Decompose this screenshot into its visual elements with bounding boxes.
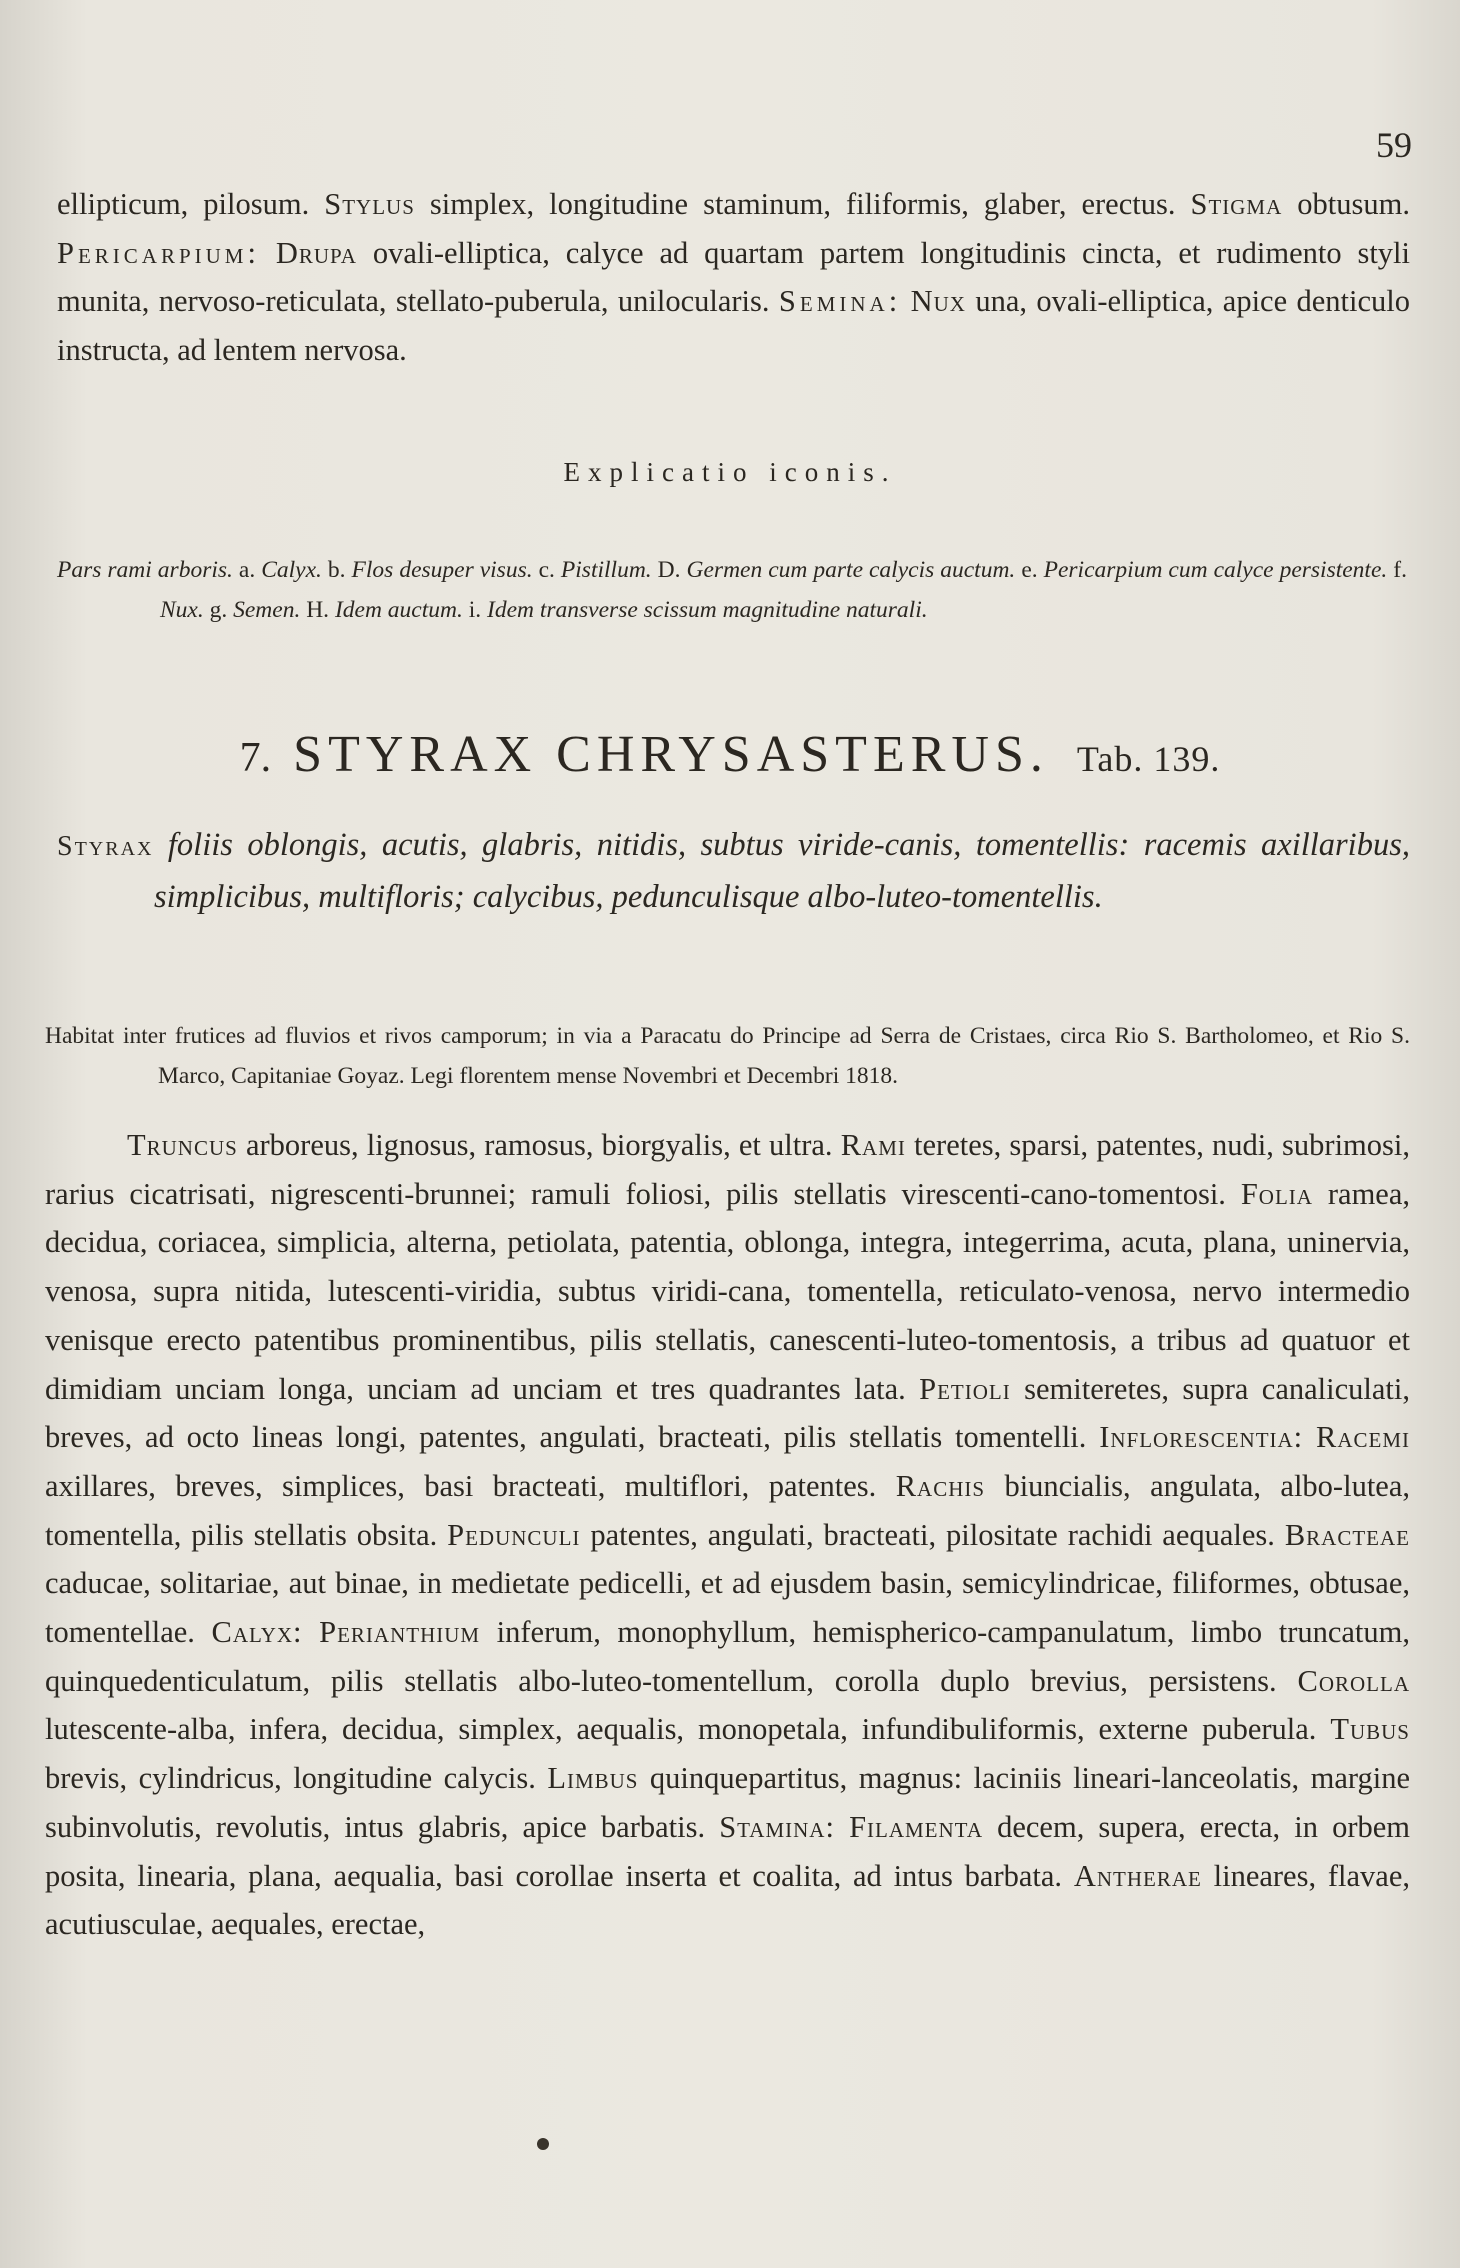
figure-letter: i. bbox=[468, 597, 482, 623]
description-text bbox=[835, 1810, 849, 1844]
explanation-text: Nux. bbox=[160, 597, 210, 623]
description-text: brevis, cylindricus, longitudine calycis. bbox=[45, 1761, 548, 1796]
lead-paragraph bbox=[57, 180, 1410, 374]
species-name: STYRAX CHRYSASTERUS. bbox=[293, 726, 1049, 783]
figure-letter: a. bbox=[238, 557, 256, 583]
lead-text: obtusum. bbox=[1282, 187, 1410, 221]
description-text: arboreus, lignosus, ramosus, biorgyalis, et ultra. bbox=[237, 1128, 841, 1162]
figure-letter: g. bbox=[209, 597, 228, 623]
term-drupa: Drupa bbox=[275, 235, 357, 270]
description-text: semiteretes, supra canaliculati, breves, ad octo lineas longi, patentes, angulati, bracteati, pilis stellatis tomentelli. bbox=[45, 1371, 1410, 1455]
term-rachis: Rachis bbox=[895, 1468, 986, 1503]
term-folia: Folia bbox=[1240, 1176, 1313, 1211]
explanation-text: Calyx. bbox=[255, 557, 328, 583]
description-text: quinquepartitus, magnus: laciniis lineari-lanceolatis, margine subinvolutis, revolutis, intus glabris, apice barbatis. bbox=[45, 1761, 1410, 1844]
term-stylus: Stylus bbox=[324, 187, 415, 221]
figure-letter: c. bbox=[538, 557, 555, 583]
figure-explanation bbox=[57, 550, 1407, 630]
diagnosis-text: foliis oblongis, acutis, glabris, nitidis, subtus viride-canis, tomentellis: racemis axillaribus, simplicibus, multifloris; calycibus, pedunculisque albo-luteo-tomentellis. bbox=[153, 827, 1410, 915]
description-text: lineares, flavae, acutiusculae, aequales, erectae, bbox=[45, 1858, 1410, 1942]
term-pedunculi: Pedunculi bbox=[447, 1517, 581, 1552]
lead-text: ovali-elliptica, calyce ad quartam partem longitudinis cincta, et rudimento styli munita, nervoso-reticulata, stellato-puberula, unilocularis. bbox=[57, 235, 1411, 318]
explanation-text: Pericarpium cum calyce persistente. bbox=[1037, 557, 1394, 583]
description-text: patentes, angulati, bracteati, pilositate rachidi aequales. bbox=[580, 1517, 1285, 1552]
term-bracteae: Bracteae bbox=[1284, 1517, 1410, 1552]
term-semina: Semina: bbox=[778, 284, 902, 318]
term-rami: Rami bbox=[840, 1128, 906, 1162]
plate-reference: Tab. 139. bbox=[1076, 739, 1221, 779]
figure-letter: D. bbox=[657, 557, 681, 583]
ink-blot bbox=[537, 2138, 549, 2150]
description-text: axillares, breves, simplices, basi bracteati, multiflori, patentes. bbox=[45, 1468, 896, 1503]
page-number: 59 bbox=[1376, 125, 1412, 165]
term-pericarpium: Pericarpium: bbox=[57, 235, 260, 270]
description-text: caducae, solitariae, aut binae, in medietate pedicelli, et ad ejusdem basin, semicylindricae, filiformes, obtusae, tomentellae. bbox=[45, 1566, 1410, 1650]
description-text: lutescente-alba, infera, decidua, simplex, aequalis, monopetala, infundibuliformis, externe puberula. bbox=[45, 1712, 1331, 1747]
description-text bbox=[1303, 1420, 1316, 1454]
explanation-text: Idem transverse scissum magnitudine naturali. bbox=[481, 597, 928, 623]
species-number: 7. bbox=[239, 735, 272, 781]
term-racemi: Racemi bbox=[1316, 1420, 1411, 1455]
term-truncus: Truncus bbox=[127, 1128, 238, 1162]
term-filamenta: Filamenta bbox=[849, 1809, 983, 1844]
term-stamina: Stamina: bbox=[719, 1809, 835, 1844]
description-text: ramea, decidua, coriacea, simplicia, alterna, petiolata, patentia, oblonga, integra, integerrima, acuta, plana, uninervia, venosa, supra nitida, lutescenti-viridia, subtus viridi-cana, tomentella, reticulato-venosa, nervo intermedio venisque erecto patentibus prominentibus, pilis stellatis, canescenti-luteo-tomentosis, a tribus ad quatuor et dimidiam unciam longa, unciam ad unciam et tres quadrantes lata. bbox=[45, 1176, 1411, 1406]
term-antherae: Antherae bbox=[1073, 1858, 1202, 1893]
figure-letter: b. bbox=[327, 557, 346, 583]
explanation-text: Germen cum parte calycis auctum. bbox=[680, 557, 1022, 583]
description-text bbox=[303, 1615, 320, 1649]
explanation-text: Idem auctum. bbox=[329, 597, 469, 623]
term-corolla: Corolla bbox=[1297, 1663, 1410, 1698]
term-calyx: Calyx: bbox=[211, 1615, 303, 1650]
description-text: decem, supera, erecta, in orbem posita, linearia, plana, aequalia, basi corollae inserta et coalita, ad intus barbata. bbox=[45, 1809, 1410, 1893]
term-tubus: Tubus bbox=[1330, 1712, 1410, 1747]
description-text: teretes, sparsi, patentes, nudi, subrimosi, rarius cicatrisati, nigrescenti-brunnei; ramuli foliosi, pilis stellatis virescenti-cano-tomentosi. bbox=[45, 1128, 1410, 1211]
explanation-text: Semen. bbox=[227, 597, 307, 623]
lead-text: una, ovali-elliptica, apice denticulo instructa, ad lentem nervosa. bbox=[57, 284, 1410, 367]
lead-text bbox=[901, 284, 910, 318]
term-petioli: Petioli bbox=[919, 1371, 1011, 1406]
term-inflorescentia: Inflorescentia: bbox=[1099, 1420, 1304, 1455]
lead-text: ellipticum, pilosum. bbox=[57, 187, 325, 221]
term-stigma: Stigma bbox=[1190, 187, 1283, 221]
diagnosis-genus: Styrax bbox=[57, 831, 154, 862]
species-diagnosis bbox=[57, 820, 1410, 922]
term-perianthium: Perianthium bbox=[319, 1615, 481, 1650]
explanation-text: Pars rami arboris. bbox=[57, 557, 239, 583]
explicatio-heading: Explicatio iconis. bbox=[563, 457, 897, 487]
figure-letter: f. bbox=[1393, 557, 1407, 583]
figure-letter: H. bbox=[306, 597, 330, 623]
habitat-paragraph: Habitat inter frutices ad fluvios et rivos camporum; in via a Paracatu do Principe ad Serra de Cristaes, circa Rio S. Bartholomeo, et Rio S. Marco, Capitaniae Goyaz. Legi florentem mense Novembri et Decembri 1818. bbox=[45, 1023, 1410, 1089]
explanation-text: Pistillum. bbox=[554, 557, 658, 583]
explanation-text: Flos desuper visus. bbox=[345, 557, 539, 583]
description-text: biuncialis, angulata, albo-lutea, tomentella, pilis stellatis obsita. bbox=[45, 1468, 1410, 1552]
description-text: inferum, monophyllum, hemispherico-campanulatum, limbo truncatum, quinquedenticulatum, pilis stellatis albo-luteo-tomentellum, corolla duplo brevius, persistens. bbox=[45, 1615, 1411, 1698]
species-heading bbox=[0, 725, 1460, 784]
term-limbus: Limbus bbox=[547, 1761, 639, 1796]
description-paragraph bbox=[45, 1121, 1410, 1949]
figure-letter: e. bbox=[1021, 557, 1038, 583]
term-nux: Nux bbox=[910, 284, 966, 318]
lead-text: simplex, longitudine staminum, filiformis, glaber, erectus. bbox=[414, 187, 1191, 221]
lead-text bbox=[260, 236, 276, 270]
